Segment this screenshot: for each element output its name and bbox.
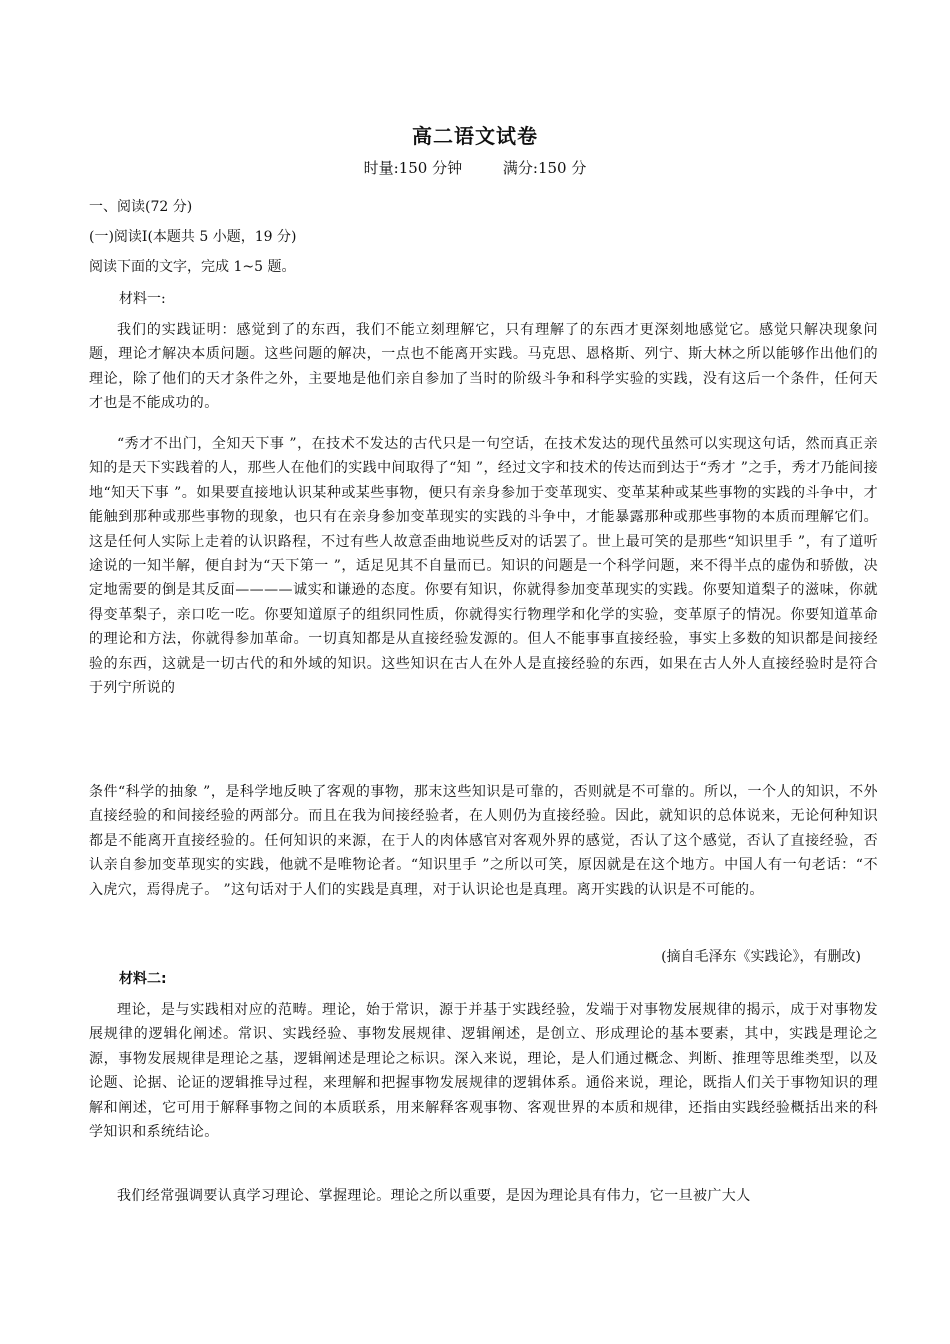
material2-paragraph-2: 我们经常强调要认真学习理论、掌握理论。理论之所以重要，是因为理论具有伟力，它一旦被广大人 [117, 1188, 751, 1204]
exam-meta [0, 157, 950, 178]
material1-paragraph-3: 条件“科学的抽象 ”，是科学地反映了客观的事物，那末这些知识是可靠的，否则就是不可靠的。所以，一个人的知识，不外直接经验的和间接经验的两部分。而且在我为间接经验者，在人则仍为直接经验。因此，就知识的总体说来，无论何种知识都是不能离开直接经验的。任何知识的来源，在于人的肉体感官对客观外界的感觉，否认了这个感觉，否认了直接经验，否认亲自参加变革现实的实践，他就不是唯物论者。“知识里手 ”之所以可笑，原因就是在这个地方。中国人有一句老话：“不入虎穴，焉得虎子。 ”这句话对于人们的实践是真理，对于认识论也是真理。离开实践的认识是不可能的。 [89, 784, 878, 898]
exam-time: 时量:150 分钟 [363, 159, 463, 177]
material2-paragraph-1: 理论，是与实践相对应的范畴。理论，始于常识，源于并基于实践经验，发端于对事物发展规律的揭示，成于对事物发展规律的逻辑化阐述。常识、实践经验、事物发展规律、逻辑阐述，是创立、形成理论的基本要素，其中，实践是理论之源，事物发展规律是理论之基，逻辑阐述是理论之标识。深入来说，理论，是人们通过概念、判断、推理等思维类型，以及论题、论据、论证的逻辑推导过程，来理解和把握事物发展规律的逻辑体系。通俗来说，理论，既指人们关于事物知识的理解和阐述，它可用于解释事物之间的本质联系，用来解释客观事物、客观世界的本质和规律，还指由实践经验概括出来的科学知识和系统结论。 [89, 1002, 878, 1141]
material1-source: (摘自毛泽东《实践论》，有删改) [661, 949, 861, 965]
exam-score: 满分:150 分 [502, 159, 587, 177]
material1-paragraph-2: “秀才不出门，全知天下事 ”，在技术不发达的古代只是一句空话，在技术发达的现代虽然可以实现这句话，然而真正亲知的是天下实践着的人，那些人在他们的实践中间取得了“知 ”，经过文字和技术的传达而到达于“秀才 ”之手，秀才乃能间接地“知天下事 ”。如果要直接地认识某种或某些事物，便只有亲身参加于变革现实、变革某种或某些事物的实践的斗争中，才能触到那种或那些事物的现象，也只有在亲身参加变革现实的实践的斗争中，才能暴露那种或那些事物的本质而理解它们。这是任何人实际上走着的认识路程，不过有些人故意歪曲地说些反对的话罢了。世上最可笑的是那些“知识里手 ”，有了道听途说的一知半解，便自封为“天下第一 ”，适足见其不自量而已。知识的问题是一个科学问题，来不得半点的虚伪和骄傲，决定地需要的倒是其反面————诚实和谦逊的态度。你要有知识，你就得参加变革现实的实践。你要知道梨子的滋味，你就得变革梨子，亲口吃一吃。你要知道原子的组织同性质，你就得实行物理学和化学的实验，变革原子的情况。你要知道革命的理论和方法，你就得参加革命。一切真知都是从直接经验发源的。但人不能事事直接经验，事实上多数的知识都是间接经验的东西，这就是一切古代的和外域的知识。这些知识在古人在外人是直接经验的东西，如果在古人外人直接经验时是符合于列宁所说的 [89, 436, 878, 697]
material1-paragraph-1: 我们的实践证明：感觉到了的东西，我们不能立刻理解它，只有理解了的东西才更深刻地感觉它。感觉只解决现象问题，理论才解决本质问题。这些问题的解决，一点也不能离开实践。马克思、恩格斯、列宁、斯大林之所以能够作出他们的理论，除了他们的天才条件之外，主要地是他们亲自参加了当时的阶级斗争和科学实验的实践，没有这后一个条件，任何天才也是不能成功的。 [89, 322, 878, 412]
page-title: 高二语文试卷 [412, 124, 538, 148]
instruction-text: 阅读下面的文字，完成 1~5 题。 [89, 259, 296, 275]
section-heading: 一、阅读(72 分) [89, 199, 193, 215]
material2-label: 材料二: [119, 971, 167, 987]
sub-section-heading: (一)阅读Ⅰ(本题共 5 小题，19 分) [89, 229, 297, 245]
material1-label: 材料一: [119, 291, 166, 307]
